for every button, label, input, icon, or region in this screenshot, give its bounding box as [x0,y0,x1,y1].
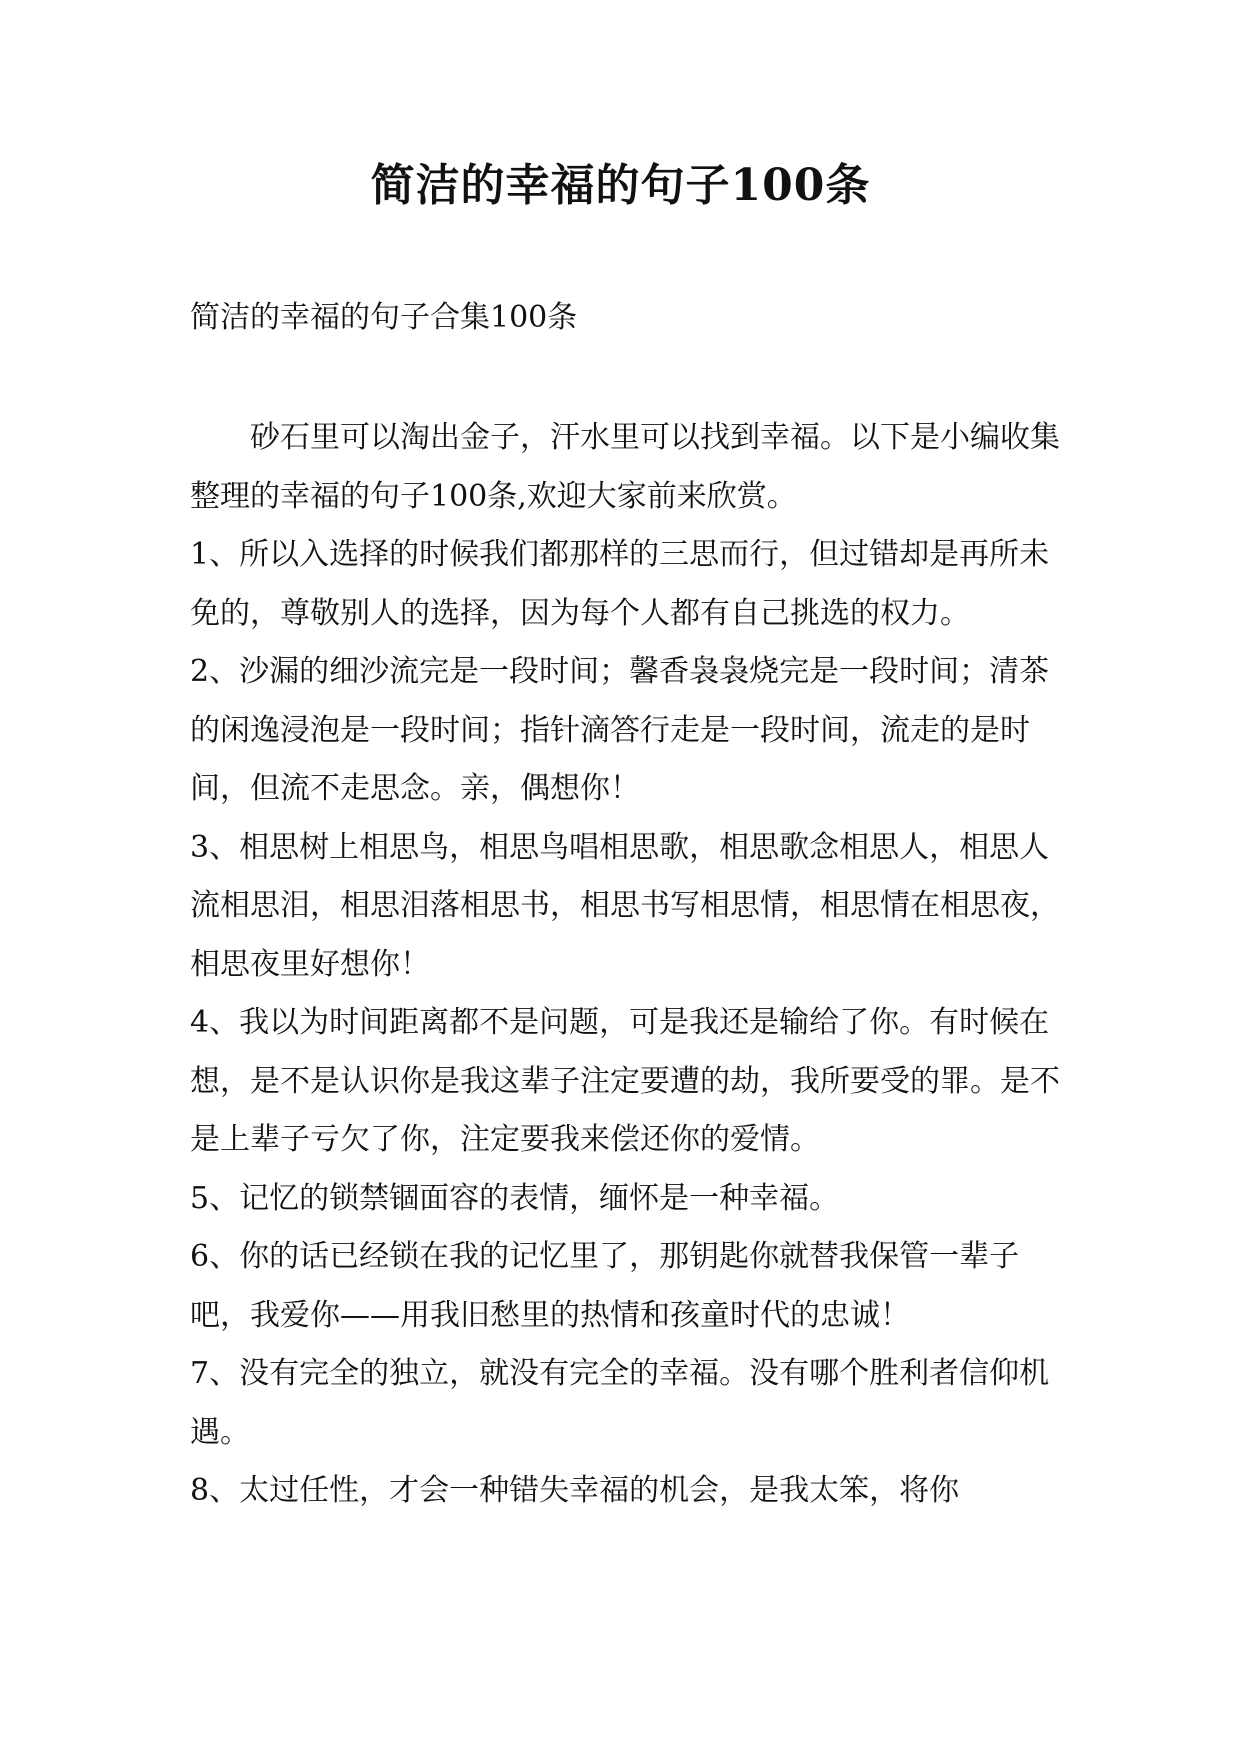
list-item: 4、我以为时间距离都不是问题，可是我还是输给了你。有时候在想，是不是认识你是我这辈子注定要遭的劫，我所要受的罪。是不是上辈子亏欠了你，注定要我来偿还你的爱情。 [190,1005,1060,1157]
list-item: 1、所以入选择的时候我们都那样的三思而行，但过错却是再所未免的，尊敬别人的选择，因为每个人都有自己挑选的权力。 [190,537,1050,631]
list-item: 8、太过任性，才会一种错失幸福的机会，是我太笨，将你 [190,1473,960,1508]
list-item: 7、没有完全的独立，就没有完全的幸福。没有哪个胜利者信仰机遇。 [190,1356,1050,1450]
document-body [190,409,1070,1521]
list-item: 5、记忆的锁禁锢面容的表情，缅怀是一种幸福。 [190,1180,840,1216]
document-title: 简洁的幸福的句子100条 [370,160,871,211]
intro-paragraph: 砂石里可以淘出金子，汗水里可以找到幸福。以下是小编收集整理的幸福的句子100条,欢迎大家前来欣赏。 [190,420,1060,514]
list-item: 6、你的话已经锁在我的记忆里了，那钥匙你就替我保管一辈子吧，我爱你——用我旧愁里的热情和孩童时代的忠诚！ [190,1239,1020,1333]
document-subtitle: 简洁的幸福的句子合集100条 [190,300,578,335]
list-item: 2、沙漏的细沙流完是一段时间；馨香袅袅烧完是一段时间；清茶的闲逸浸泡是一段时间；指针滴答行走是一段时间，流走的是时间，但流不走思念。亲，偶想你！ [190,654,1050,806]
list-item: 3、相思树上相思鸟，相思鸟唱相思歌，相思歌念相思人，相思人流相思泪，相思泪落相思书，相思书写相思情，相思情在相思夜，相思夜里好想你！ [190,829,1060,982]
